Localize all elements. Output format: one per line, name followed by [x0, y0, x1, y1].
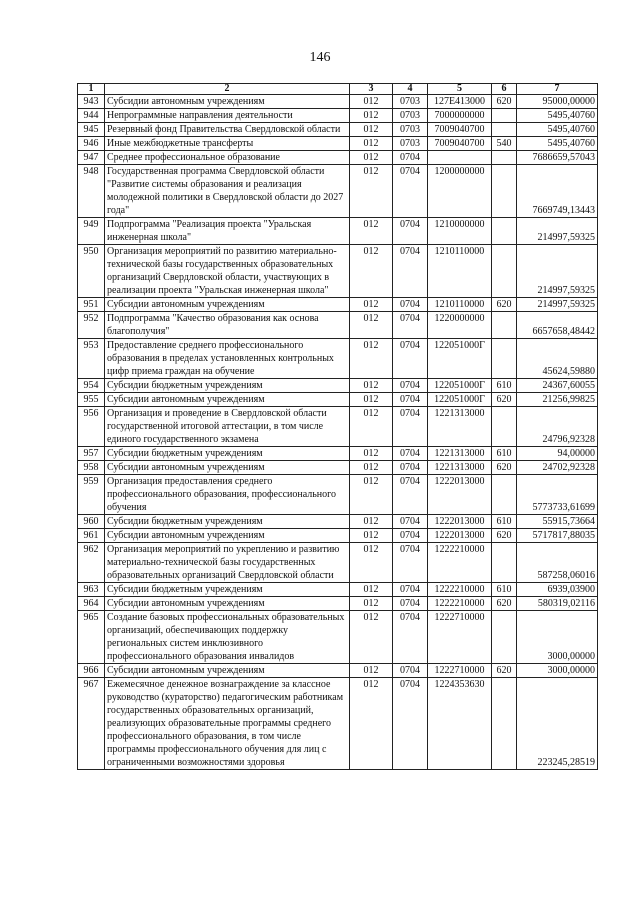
row-number-cell: 955 — [78, 393, 105, 407]
expense-type-cell — [492, 611, 517, 664]
section-code-cell: 0704 — [393, 245, 428, 298]
item-name-cell: Среднее профессиональное образование — [105, 151, 350, 165]
section-code-cell: 0703 — [393, 95, 428, 109]
table-row — [78, 298, 598, 312]
amount-cell: 94,00000 — [517, 447, 598, 461]
row-number-cell: 950 — [78, 245, 105, 298]
section-code-cell: 0704 — [393, 475, 428, 515]
ministry-code-cell: 012 — [350, 151, 393, 165]
expense-type-cell — [492, 475, 517, 515]
target-article-cell: 1222210000 — [428, 597, 492, 611]
item-name-cell: Организация мероприятий по развитию материально-технической базы государственных образовательных организаций Свердловской области, участвующих в реализации проекта "Уральская инженерная школа" — [105, 245, 350, 298]
item-name-cell: Субсидии бюджетным учреждениям — [105, 515, 350, 529]
header-cell: 7 — [517, 84, 598, 95]
table-row — [78, 312, 598, 339]
expense-type-cell: 620 — [492, 298, 517, 312]
amount-cell: 5495,40760 — [517, 137, 598, 151]
target-article-cell: 7009040700 — [428, 123, 492, 137]
ministry-code-cell: 012 — [350, 339, 393, 379]
ministry-code-cell: 012 — [350, 379, 393, 393]
target-article-cell: 1222710000 — [428, 664, 492, 678]
target-article-cell: 1221313000 — [428, 461, 492, 475]
table-row — [78, 165, 598, 218]
row-number-cell: 965 — [78, 611, 105, 664]
header-cell: 5 — [428, 84, 492, 95]
amount-cell: 55915,73664 — [517, 515, 598, 529]
header-cell: 3 — [350, 84, 393, 95]
row-number-cell: 947 — [78, 151, 105, 165]
expense-type-cell — [492, 165, 517, 218]
ministry-code-cell: 012 — [350, 597, 393, 611]
expense-type-cell: 620 — [492, 529, 517, 543]
section-code-cell: 0703 — [393, 109, 428, 123]
target-article-cell: 1200000000 — [428, 165, 492, 218]
ministry-code-cell: 012 — [350, 109, 393, 123]
table-body — [78, 95, 598, 770]
table-row — [78, 109, 598, 123]
target-article-cell: 1222013000 — [428, 515, 492, 529]
target-article-cell — [428, 151, 492, 165]
section-code-cell: 0704 — [393, 461, 428, 475]
row-number-cell: 961 — [78, 529, 105, 543]
row-number-cell: 949 — [78, 218, 105, 245]
section-code-cell: 0704 — [393, 218, 428, 245]
table-row — [78, 137, 598, 151]
ministry-code-cell: 012 — [350, 529, 393, 543]
row-number-cell: 957 — [78, 447, 105, 461]
row-number-cell: 952 — [78, 312, 105, 339]
table-row — [78, 245, 598, 298]
target-article-cell: 122051000Г — [428, 379, 492, 393]
item-name-cell: Субсидии автономным учреждениям — [105, 461, 350, 475]
amount-cell: 95000,00000 — [517, 95, 598, 109]
row-number-cell: 954 — [78, 379, 105, 393]
row-number-cell: 963 — [78, 583, 105, 597]
target-article-cell: 1222210000 — [428, 583, 492, 597]
section-code-cell: 0704 — [393, 447, 428, 461]
table-row — [78, 95, 598, 109]
header-cell: 4 — [393, 84, 428, 95]
table-row — [78, 151, 598, 165]
expense-type-cell — [492, 123, 517, 137]
expense-type-cell: 620 — [492, 461, 517, 475]
item-name-cell: Субсидии автономным учреждениям — [105, 95, 350, 109]
amount-cell: 5495,40760 — [517, 123, 598, 137]
table-row — [78, 678, 598, 770]
row-number-cell: 953 — [78, 339, 105, 379]
table-row — [78, 379, 598, 393]
amount-cell: 5495,40760 — [517, 109, 598, 123]
row-number-cell: 945 — [78, 123, 105, 137]
ministry-code-cell: 012 — [350, 543, 393, 583]
expense-type-cell — [492, 245, 517, 298]
section-code-cell: 0704 — [393, 379, 428, 393]
header-cell: 2 — [105, 84, 350, 95]
section-code-cell: 0704 — [393, 611, 428, 664]
ministry-code-cell: 012 — [350, 515, 393, 529]
table-row — [78, 461, 598, 475]
item-name-cell: Государственная программа Свердловской области "Развитие системы образования и реализация молодежной политики в Свердловской области до 2027 года" — [105, 165, 350, 218]
ministry-code-cell: 012 — [350, 583, 393, 597]
amount-cell: 587258,06016 — [517, 543, 598, 583]
amount-cell: 6939,03900 — [517, 583, 598, 597]
amount-cell: 24702,92328 — [517, 461, 598, 475]
row-number-cell: 951 — [78, 298, 105, 312]
expense-type-cell — [492, 109, 517, 123]
target-article-cell: 7009040700 — [428, 137, 492, 151]
amount-cell: 5717817,88035 — [517, 529, 598, 543]
table-header-row — [78, 84, 598, 95]
table-row — [78, 515, 598, 529]
row-number-cell: 958 — [78, 461, 105, 475]
ministry-code-cell: 012 — [350, 611, 393, 664]
item-name-cell: Резервный фонд Правительства Свердловской области — [105, 123, 350, 137]
section-code-cell: 0704 — [393, 597, 428, 611]
expense-type-cell: 620 — [492, 95, 517, 109]
section-code-cell: 0704 — [393, 515, 428, 529]
item-name-cell: Субсидии бюджетным учреждениям — [105, 583, 350, 597]
amount-cell: 214997,59325 — [517, 245, 598, 298]
expense-type-cell: 610 — [492, 515, 517, 529]
item-name-cell: Подпрограмма "Реализация проекта "Уральская инженерная школа" — [105, 218, 350, 245]
section-code-cell: 0704 — [393, 165, 428, 218]
amount-cell: 24796,92328 — [517, 407, 598, 447]
row-number-cell: 964 — [78, 597, 105, 611]
target-article-cell: 7000000000 — [428, 109, 492, 123]
section-code-cell: 0703 — [393, 123, 428, 137]
item-name-cell: Иные межбюджетные трансферты — [105, 137, 350, 151]
amount-cell: 24367,60055 — [517, 379, 598, 393]
section-code-cell: 0704 — [393, 529, 428, 543]
target-article-cell: 1210110000 — [428, 298, 492, 312]
table-row — [78, 664, 598, 678]
item-name-cell: Субсидии автономным учреждениям — [105, 597, 350, 611]
row-number-cell: 967 — [78, 678, 105, 770]
amount-cell: 6657658,48442 — [517, 312, 598, 339]
section-code-cell: 0704 — [393, 407, 428, 447]
section-code-cell: 0704 — [393, 583, 428, 597]
item-name-cell: Субсидии автономным учреждениям — [105, 529, 350, 543]
ministry-code-cell: 012 — [350, 312, 393, 339]
amount-cell: 21256,99825 — [517, 393, 598, 407]
item-name-cell: Создание базовых профессиональных образовательных организаций, обеспечивающих поддержку региональных систем инклюзивного профессионального образования инвалидов — [105, 611, 350, 664]
amount-cell: 3000,00000 — [517, 664, 598, 678]
ministry-code-cell: 012 — [350, 447, 393, 461]
expense-type-cell: 620 — [492, 393, 517, 407]
target-article-cell: 1210000000 — [428, 218, 492, 245]
ministry-code-cell: 012 — [350, 298, 393, 312]
target-article-cell: 1222013000 — [428, 475, 492, 515]
item-name-cell: Ежемесячное денежное вознаграждение за классное руководство (кураторство) педагогическим работникам государственных образовательных организаций, реализующих образовательные программы среднего профессионального образования, в том числе программы профессионального обучения для лиц с ограниченными возможностями здоровья — [105, 678, 350, 770]
item-name-cell: Субсидии бюджетным учреждениям — [105, 447, 350, 461]
section-code-cell: 0703 — [393, 137, 428, 151]
target-article-cell: 127Е413000 — [428, 95, 492, 109]
row-number-cell: 956 — [78, 407, 105, 447]
expense-type-cell: 620 — [492, 597, 517, 611]
table-row — [78, 339, 598, 379]
budget-table — [77, 83, 598, 770]
item-name-cell: Субсидии автономным учреждениям — [105, 664, 350, 678]
section-code-cell: 0704 — [393, 543, 428, 583]
item-name-cell: Субсидии автономным учреждениям — [105, 393, 350, 407]
item-name-cell: Предоставление среднего профессионального образования в пределах установленных контрольных цифр приема граждан на обучение — [105, 339, 350, 379]
item-name-cell: Организация предоставления среднего профессионального образования, профессионального обучения — [105, 475, 350, 515]
expense-type-cell — [492, 151, 517, 165]
expense-type-cell — [492, 218, 517, 245]
target-article-cell: 1224353630 — [428, 678, 492, 770]
header-cell: 6 — [492, 84, 517, 95]
ministry-code-cell: 012 — [350, 461, 393, 475]
table-row — [78, 529, 598, 543]
target-article-cell: 122051000Г — [428, 339, 492, 379]
item-name-cell: Субсидии бюджетным учреждениям — [105, 379, 350, 393]
ministry-code-cell: 012 — [350, 123, 393, 137]
ministry-code-cell: 012 — [350, 245, 393, 298]
section-code-cell: 0704 — [393, 298, 428, 312]
section-code-cell: 0704 — [393, 151, 428, 165]
expense-type-cell — [492, 339, 517, 379]
amount-cell: 580319,02116 — [517, 597, 598, 611]
section-code-cell: 0704 — [393, 393, 428, 407]
table-row — [78, 611, 598, 664]
row-number-cell: 943 — [78, 95, 105, 109]
ministry-code-cell: 012 — [350, 393, 393, 407]
table-row — [78, 123, 598, 137]
table-row — [78, 393, 598, 407]
row-number-cell: 960 — [78, 515, 105, 529]
table-row — [78, 447, 598, 461]
expense-type-cell — [492, 407, 517, 447]
table-row — [78, 475, 598, 515]
expense-type-cell — [492, 312, 517, 339]
ministry-code-cell: 012 — [350, 165, 393, 218]
table-row — [78, 218, 598, 245]
amount-cell: 214997,59325 — [517, 218, 598, 245]
amount-cell: 5773733,61699 — [517, 475, 598, 515]
table-row — [78, 597, 598, 611]
amount-cell: 3000,00000 — [517, 611, 598, 664]
ministry-code-cell: 012 — [350, 137, 393, 151]
item-name-cell: Непрограммные направления деятельности — [105, 109, 350, 123]
expense-type-cell: 610 — [492, 583, 517, 597]
row-number-cell: 962 — [78, 543, 105, 583]
target-article-cell: 1222013000 — [428, 529, 492, 543]
table-row — [78, 407, 598, 447]
target-article-cell: 1222210000 — [428, 543, 492, 583]
item-name-cell: Организация и проведение в Свердловской области государственной итоговой аттестации, в том числе единого государственного экзамена — [105, 407, 350, 447]
table-row — [78, 583, 598, 597]
row-number-cell: 946 — [78, 137, 105, 151]
item-name-cell: Субсидии автономным учреждениям — [105, 298, 350, 312]
section-code-cell: 0704 — [393, 678, 428, 770]
target-article-cell: 1221313000 — [428, 447, 492, 461]
header-cell: 1 — [78, 84, 105, 95]
expense-type-cell: 610 — [492, 447, 517, 461]
row-number-cell: 944 — [78, 109, 105, 123]
expense-type-cell — [492, 543, 517, 583]
target-article-cell: 1220000000 — [428, 312, 492, 339]
target-article-cell: 122051000Г — [428, 393, 492, 407]
row-number-cell: 959 — [78, 475, 105, 515]
amount-cell: 7686659,57043 — [517, 151, 598, 165]
item-name-cell: Подпрограмма "Качество образования как основа благополучия" — [105, 312, 350, 339]
ministry-code-cell: 012 — [350, 95, 393, 109]
expense-type-cell: 620 — [492, 664, 517, 678]
target-article-cell: 1210110000 — [428, 245, 492, 298]
page-number: 146 — [309, 50, 331, 65]
row-number-cell: 966 — [78, 664, 105, 678]
amount-cell: 45624,59880 — [517, 339, 598, 379]
amount-cell: 223245,28519 — [517, 678, 598, 770]
ministry-code-cell: 012 — [350, 664, 393, 678]
section-code-cell: 0704 — [393, 664, 428, 678]
expense-type-cell: 540 — [492, 137, 517, 151]
row-number-cell: 948 — [78, 165, 105, 218]
amount-cell: 214997,59325 — [517, 298, 598, 312]
ministry-code-cell: 012 — [350, 218, 393, 245]
section-code-cell: 0704 — [393, 339, 428, 379]
amount-cell: 7669749,13443 — [517, 165, 598, 218]
table-row — [78, 543, 598, 583]
target-article-cell: 1222710000 — [428, 611, 492, 664]
ministry-code-cell: 012 — [350, 475, 393, 515]
ministry-code-cell: 012 — [350, 407, 393, 447]
section-code-cell: 0704 — [393, 312, 428, 339]
expense-type-cell: 610 — [492, 379, 517, 393]
item-name-cell: Организация мероприятий по укреплению и развитию материально-технической базы государственных образовательных организаций Свердловской области — [105, 543, 350, 583]
expense-type-cell — [492, 678, 517, 770]
ministry-code-cell: 012 — [350, 678, 393, 770]
target-article-cell: 1221313000 — [428, 407, 492, 447]
